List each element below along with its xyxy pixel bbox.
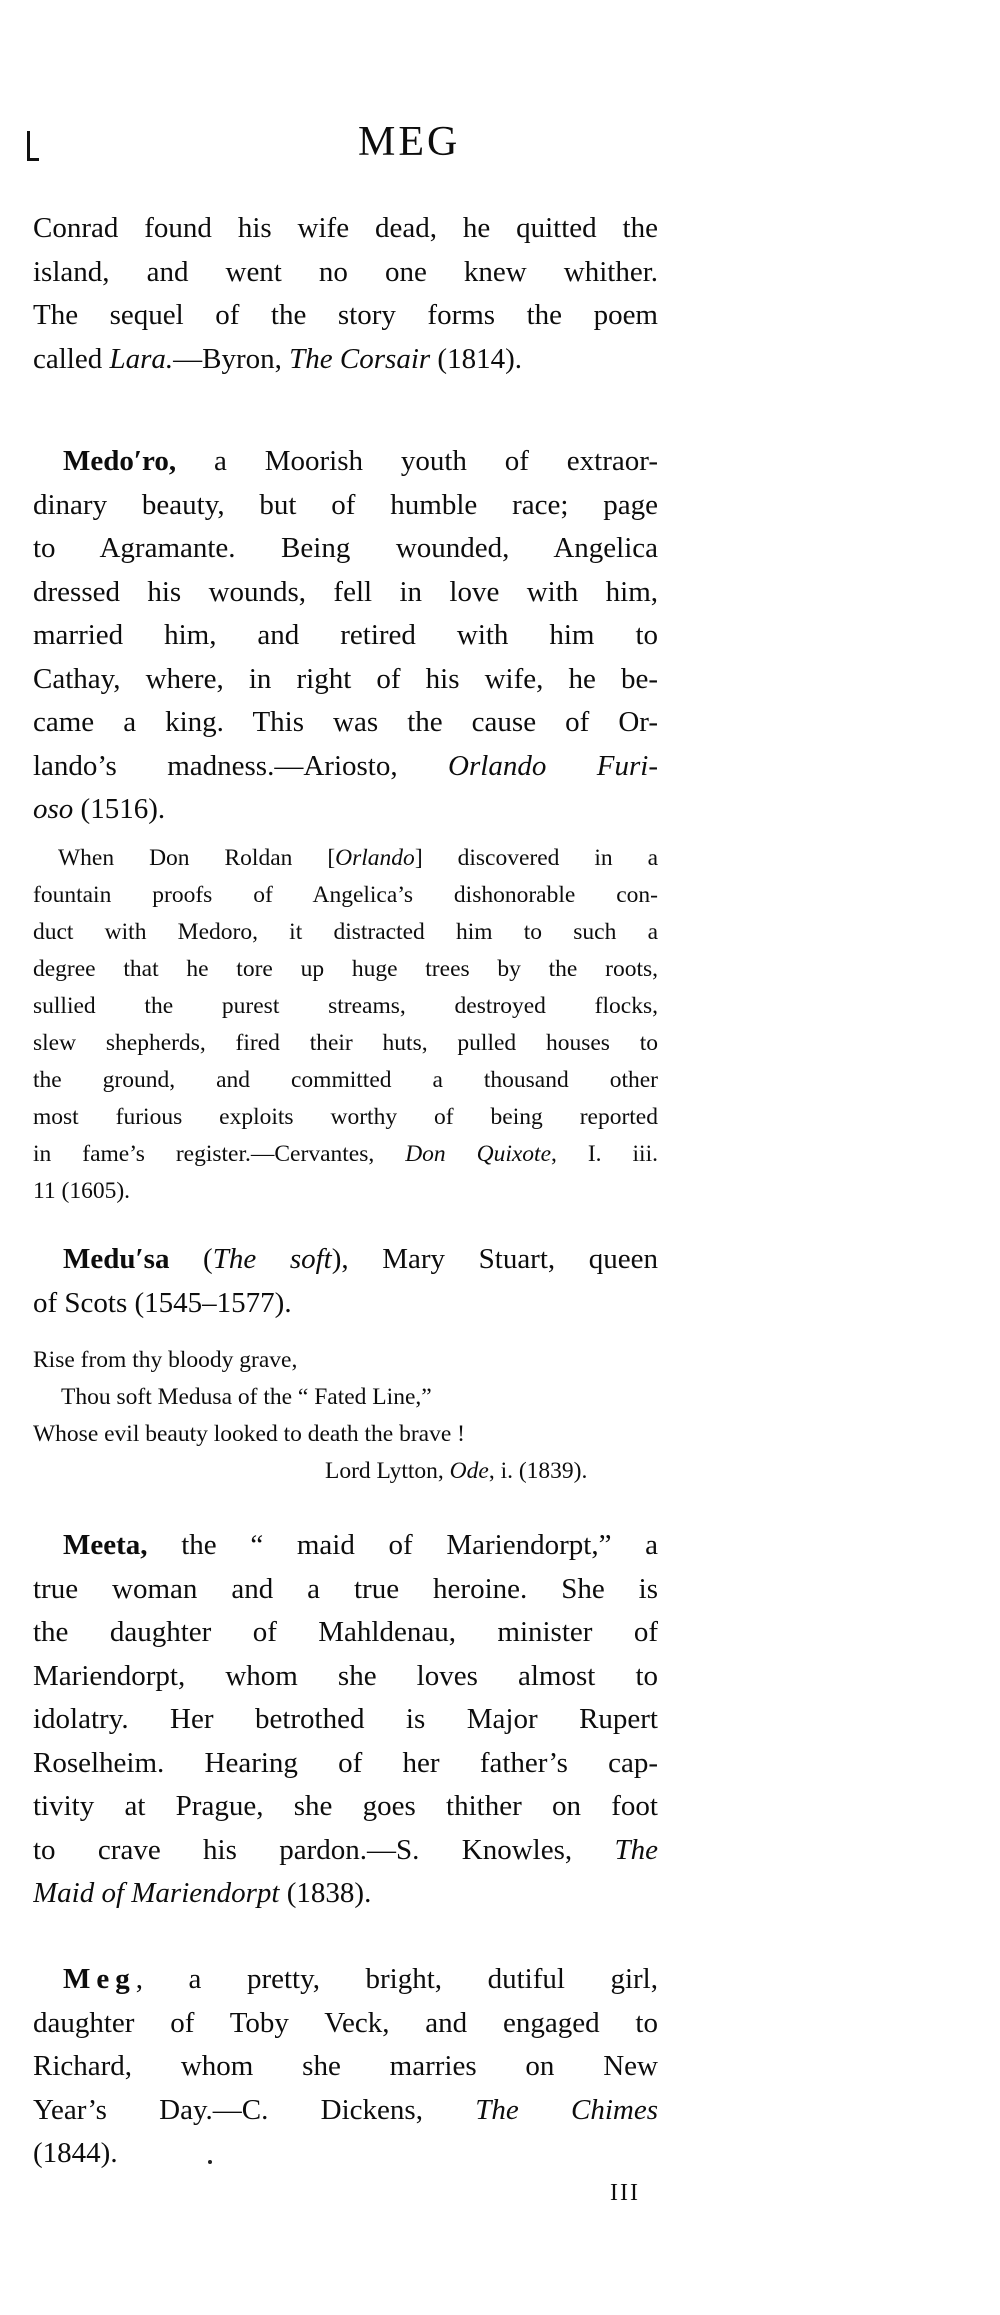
- body-text: (1838).: [279, 1877, 372, 1909]
- body-text: sullied the purest streams, destroyed flocks,: [33, 993, 658, 1019]
- text-line: [33, 527, 658, 571]
- text-line: [33, 1568, 658, 1612]
- paragraph-medoro: [33, 440, 658, 832]
- body-text: 11 (1605).: [33, 1178, 131, 1204]
- text-line: [33, 251, 658, 295]
- body-text: When Don Roldan [: [58, 845, 336, 871]
- text-line: [33, 1025, 658, 1062]
- body-text: Rise from thy bloody grave,: [33, 1347, 298, 1373]
- italic-title: Maid of Mariendorpt: [33, 1877, 280, 1909]
- text-line: [33, 788, 658, 832]
- body-text: slew shepherds, fired their huts, pulled houses to: [33, 1030, 658, 1056]
- body-text: degree that he tore up huge trees by the roots,: [33, 956, 658, 982]
- text-line: [33, 1742, 658, 1786]
- body-text: to crave his pardon.—S. Knowles,: [33, 1833, 615, 1866]
- paragraph-poem: [33, 1342, 658, 1490]
- body-text: Mariendorpt, whom she loves almost to: [33, 1659, 658, 1692]
- italic-title: oso: [33, 793, 74, 825]
- text-line: [33, 1453, 658, 1490]
- italic-title: Ode: [449, 1458, 489, 1484]
- text-line: [33, 1416, 658, 1453]
- body-text: dinary beauty, but of humble race; page: [33, 488, 658, 521]
- body-text: Year’s Day.—C. Dickens,: [33, 2093, 476, 2126]
- italic-title: Orlando: [335, 845, 415, 871]
- paragraph-conrad: [33, 207, 658, 381]
- body-text: idolatry. Her betrothed is Major Rupert: [33, 1703, 658, 1735]
- body-text: Richard, whom she marries on New: [33, 2050, 658, 2082]
- text-line: [33, 440, 658, 484]
- text-line: [33, 988, 658, 1025]
- text-line: [33, 1282, 658, 1326]
- body-text: the “ maid of Mariendorpt,” a: [147, 1529, 658, 1561]
- text-line: [33, 338, 658, 382]
- text-line: [33, 1785, 658, 1829]
- body-text: a Moorish youth of extraor-: [176, 445, 658, 477]
- entry-headword: Meg: [63, 1963, 136, 1995]
- text-line: [33, 914, 658, 951]
- body-text: Conrad found his wife dead, he quitted the: [33, 212, 658, 244]
- text-line: [33, 951, 658, 988]
- margin-artifact-mark: [27, 131, 39, 161]
- text-line: [33, 1379, 658, 1416]
- body-text: daughter of Toby Veck, and engaged to: [33, 2006, 658, 2039]
- text-line: [33, 294, 658, 338]
- body-text: ), Mary Stuart, queen: [331, 1243, 658, 1275]
- text-line: [33, 1238, 658, 1282]
- text-line: [33, 1829, 658, 1873]
- body-text: called: [33, 342, 110, 375]
- body-text: lando’s madness.—Ariosto,: [33, 749, 449, 782]
- text-line: [33, 2132, 658, 2176]
- body-text: the ground, and committed a thousand other: [33, 1067, 658, 1093]
- paragraph-medusa: [33, 1238, 658, 1325]
- text-line: [33, 1872, 658, 1916]
- text-line: [33, 1958, 658, 2002]
- body-text: , a pretty, bright, dutiful girl,: [135, 1963, 658, 1995]
- body-text: in fame’s register.—Cervantes,: [33, 1141, 406, 1167]
- running-head: MEG: [358, 119, 461, 165]
- text-line: [33, 1524, 658, 1568]
- entry-headword: Meeta,: [63, 1529, 148, 1561]
- text-line: [33, 840, 658, 877]
- text-line: [33, 1173, 658, 1210]
- body-text: tivity at Prague, she goes thither on foot: [33, 1790, 658, 1822]
- body-text: Whose evil beauty looked to death the brave !: [33, 1421, 465, 1447]
- text-line: [33, 745, 658, 789]
- italic-title: The: [614, 1833, 658, 1866]
- italic-title: Orlando Furi-: [448, 749, 658, 782]
- text-line: [33, 1062, 658, 1099]
- text-line: [33, 2089, 658, 2133]
- signature-mark: III: [610, 2180, 640, 2206]
- body-text: true woman and a true heroine. She is: [33, 1572, 658, 1605]
- body-text: The sequel of the story forms the poem: [33, 299, 658, 331]
- body-text: (1844).: [33, 2137, 118, 2169]
- body-text: most furious exploits worthy of being reported: [33, 1104, 658, 1130]
- text-line: [33, 1698, 658, 1742]
- body-text: to Agramante. Being wounded, Angelica: [33, 532, 658, 564]
- text-line: [33, 207, 658, 251]
- text-line: [33, 701, 658, 745]
- text-line: [33, 2045, 658, 2089]
- body-text: married him, and retired with him to: [33, 619, 658, 651]
- entry-headword: Medo′ro,: [63, 445, 177, 477]
- italic-title: The soft: [212, 1243, 332, 1275]
- italic-title: The Corsair: [289, 342, 431, 375]
- body-text: (1516).: [73, 793, 166, 825]
- text-line: [33, 877, 658, 914]
- body-text: Lord Lytton,: [325, 1458, 450, 1484]
- body-text: island, and went no one knew whither.: [33, 255, 658, 288]
- body-text: (: [169, 1243, 213, 1275]
- body-text: fountain proofs of Angelica’s dishonorable con-: [33, 882, 658, 908]
- text-line: [33, 1342, 658, 1379]
- paragraph-quixote: [33, 840, 658, 1210]
- italic-title: The Chimes: [475, 2093, 658, 2126]
- entry-headword: Medu′sa: [63, 1243, 170, 1275]
- text-line: [33, 1099, 658, 1136]
- text-line: [33, 614, 658, 658]
- ink-speck: [208, 2160, 212, 2164]
- text-line: [33, 658, 658, 702]
- paragraph-meg: [33, 1958, 658, 2176]
- text-line: [33, 571, 658, 615]
- body-text: Cathay, where, in right of his wife, he be-: [33, 662, 658, 695]
- paragraph-meeta: [33, 1524, 658, 1916]
- body-text: , i. (1839).: [488, 1458, 588, 1484]
- text-line: [33, 2002, 658, 2046]
- body-text: , I. iii.: [551, 1141, 658, 1167]
- text-line: [33, 484, 658, 528]
- text-line: [33, 1136, 658, 1173]
- body-text: of Scots (1545–1577).: [33, 1286, 292, 1319]
- body-text: the daughter of Mahldenau, minister of: [33, 1616, 658, 1648]
- italic-title: Don Quixote: [405, 1141, 552, 1167]
- italic-title: Lara.: [109, 342, 174, 375]
- body-text: (1814).: [430, 342, 522, 375]
- body-text: —Byron,: [173, 342, 290, 375]
- body-text: dressed his wounds, fell in love with him,: [33, 575, 658, 608]
- text-line: [33, 1655, 658, 1699]
- body-text: came a king. This was the cause of Or-: [33, 706, 658, 738]
- body-text: Roselheim. Hearing of her father’s cap-: [33, 1746, 658, 1779]
- body-text: ] discovered in a: [414, 845, 658, 871]
- body-text: Thou soft Medusa of the “ Fated Line,”: [61, 1384, 432, 1410]
- text-line: [33, 1611, 658, 1655]
- body-text: duct with Medoro, it distracted him to such a: [33, 919, 658, 945]
